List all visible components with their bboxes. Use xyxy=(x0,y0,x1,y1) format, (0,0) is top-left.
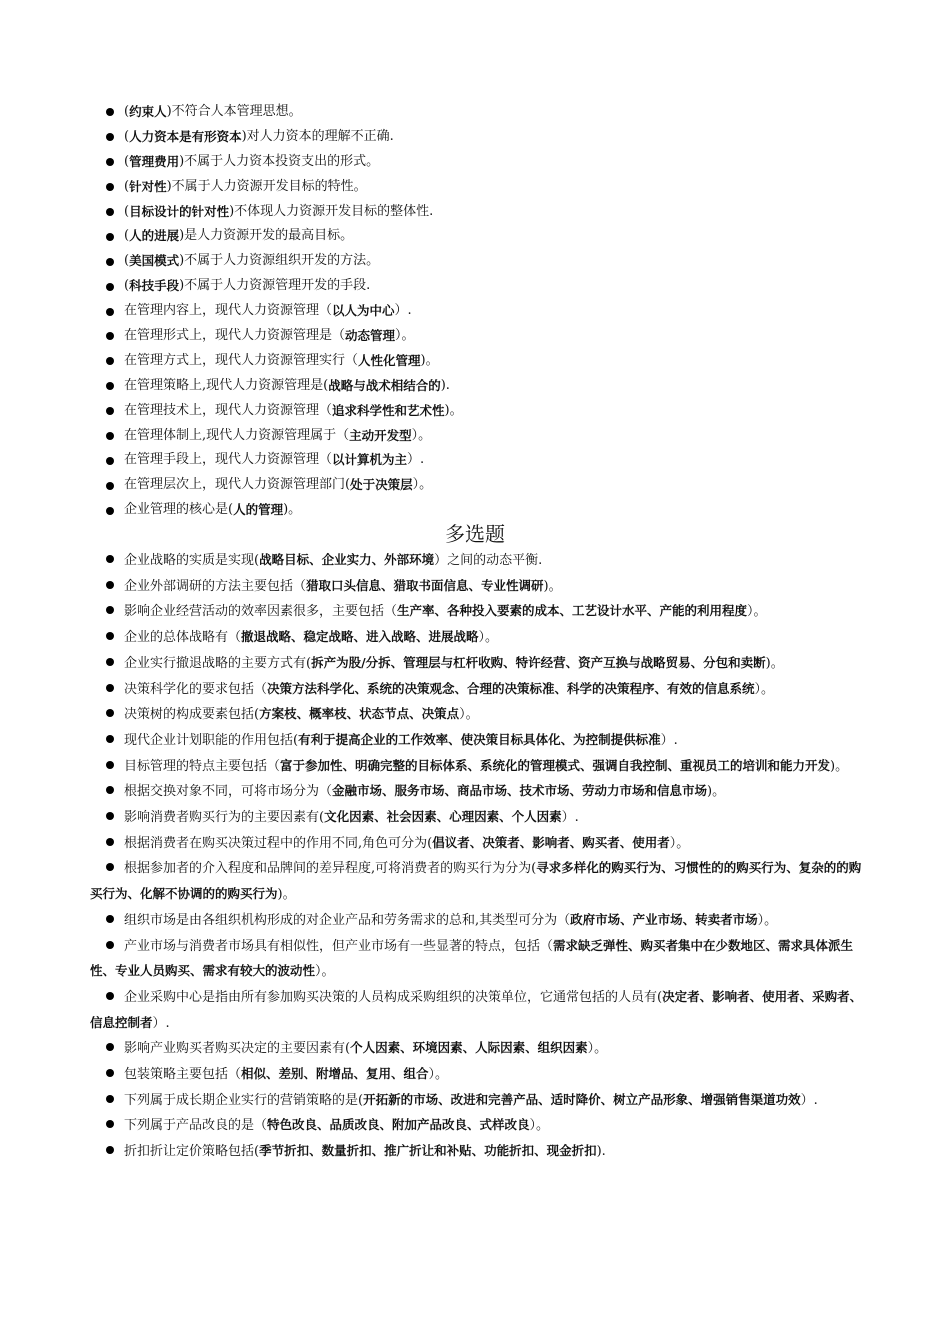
list-item: ( 人的进展 )是人力资源开发的最高目标。 xyxy=(106,224,886,249)
answer-text: 管理费用 xyxy=(129,153,180,169)
list-item: 在管理手段上，现代人力资源管理（ 以计算机为主 ）. xyxy=(106,448,886,473)
list-item: 企业管理的核心是( 人的管理 )。 xyxy=(106,498,886,523)
list-item: 企业的总体战略有（撤退战略、稳定战略、进入战略、进展战略）。 xyxy=(90,625,870,651)
list-item: 在管理策略上,现代人力资源管理是( 战略与战术相结合的 ). xyxy=(106,374,886,399)
answer-text: 处于决策层 xyxy=(350,477,413,493)
list-item: 下列属于产品改良的是（特色改良、品质改良、附加产品改良、式样改良）。 xyxy=(90,1113,870,1139)
bullet-icon xyxy=(106,812,114,820)
bullet-icon xyxy=(106,258,114,266)
list-item: 目标管理的特点主要包括（富于参加性、明确完整的目标体系、系统化的管理模式、强调自我控制、重视员工的培训和能力开发)。 xyxy=(90,754,870,780)
bullet-icon xyxy=(106,183,114,191)
bullet-icon xyxy=(106,709,114,717)
list-item: 企业战略的实质是实现(战略目标、企业实力、外部环境）之间的动态平衡. xyxy=(90,548,870,574)
bullet-icon xyxy=(106,332,114,340)
bullet-icon xyxy=(106,838,114,846)
answer-text: 决定者、影响者、使用者、采购者、信息控制者 xyxy=(90,988,863,1030)
bullet-icon xyxy=(106,457,114,465)
answer-text: 富于参加性、明确完整的目标体系、系统化的管理模式、强调自我控制、重视员工的培训和能力开发 xyxy=(280,757,831,773)
list-item: ( 管理费用 )不属于人力资本投资支出的形式。 xyxy=(106,150,886,175)
section-heading: 多选题 xyxy=(445,522,505,546)
list-item: 在管理层次上，现代人力资源管理部门( 处于决策层 ）。 xyxy=(106,473,886,498)
answer-text: 文化因素、社会因素、心理因素、个人因素 xyxy=(324,809,562,825)
list-item: 决策科学化的要求包括（决策方法科学化、系统的决策观念、合理的决策标准、科学的决策程序、有效的信息系统）。 xyxy=(90,677,870,703)
answer-text: 生产率、各种投入要素的成本、工艺设计水平、产能的利用程度 xyxy=(397,603,748,619)
answer-text: 以人为中心 xyxy=(332,303,395,319)
list-item: 在管理技术上，现代人力资源管理（ 追求科学性和艺术性 )。 xyxy=(106,399,886,424)
answer-text: 人力资本是有形资本 xyxy=(129,128,242,144)
answer-text: 倡议者、决策者、影响者、购买者、使用者 xyxy=(432,834,670,850)
answer-text: 方案枝、概率枝、状态节点、决策点 xyxy=(259,706,460,722)
bullet-icon xyxy=(106,382,114,390)
answer-text: 拆产为股/分拆、管理层与杠杆收购、特许经营、资产互换与战略贸易、分包和卖断 xyxy=(311,654,766,670)
list-item: 决策树的构成要素包括(方案枝、概率枝、状态节点、决策点）。 xyxy=(90,702,870,728)
bullet-icon xyxy=(106,407,114,415)
list-item: 根据交换对象不同，可将市场分为（金融市场、服务市场、商品市场、技术市场、劳动力市场和信息市场)。 xyxy=(90,779,870,805)
list-item: ( 人力资本是有形资本 )对人力资本的理解不正确. xyxy=(106,125,886,150)
answer-text: 战略目标、企业实力、外部环境 xyxy=(259,552,435,567)
answer-text: 寻求多样化的购买行为、习惯性的的购买行为、复杂的的购买行为、化解不协调的的购买行为 xyxy=(90,860,862,902)
answer-text: 相似、差别、附增品、复用、组合 xyxy=(241,1066,429,1082)
bullet-icon xyxy=(106,108,114,116)
bullet-icon xyxy=(106,735,114,743)
answer-text: 撤退战略、稳定战略、进入战略、进展战略 xyxy=(241,629,479,645)
bullet-icon xyxy=(106,658,114,666)
answer-text: 开拓新的市场、改进和完善产品、适时降价、树立产品形象、增强销售渠道功效 xyxy=(363,1091,801,1107)
bullet-icon xyxy=(106,208,114,216)
answer-text: 战略与战术相结合的 xyxy=(328,377,441,393)
bullet-icon xyxy=(106,357,114,365)
answer-text: 人性化管理 xyxy=(358,352,421,368)
bullet-icon xyxy=(106,283,114,291)
bullet-icon xyxy=(106,507,114,515)
bullet-icon xyxy=(106,786,114,794)
list-item: 企业外部调研的方法主要包括（猎取口头信息、猎取书面信息、专业性调研)。 xyxy=(90,574,870,600)
answer-text: 个人因素、环境因素、人际因素、组织因素 xyxy=(350,1040,588,1056)
bullet-icon xyxy=(106,1095,114,1103)
list-item: 影响企业经营活动的效率因素很多，主要包括（生产率、各种投入要素的成本、工艺设计水平、产能的利用程度）。 xyxy=(90,599,870,625)
answer-text: 季节折扣、数量折扣、推广折让和补贴、功能折扣、现金折扣 xyxy=(259,1143,597,1159)
answer-text: 人的管理 xyxy=(233,502,284,518)
answer-text: 人的进展 xyxy=(129,228,180,244)
list-item: ( 目标设计的针对性 )不体现人力资源开发目标的整体性. xyxy=(106,200,886,225)
answer-text: 目标设计的针对性 xyxy=(129,203,230,219)
list-item: 折扣折让定价策略包括(季节折扣、数量折扣、推广折让和补贴、功能折扣、现金折扣). xyxy=(90,1139,870,1165)
list-item: 在管理形式上，现代人力资源管理是（ 动态管理 ）。 xyxy=(106,324,886,349)
bullet-icon xyxy=(106,233,114,241)
list-item: 根据参加者的介入程度和品牌间的差异程度,可将消费者的购买行为分为(寻求多样化的购买行为、习惯性的的购买行为、复杂的的购买行为、化解不协调的的购买行为)。 xyxy=(90,860,862,903)
answer-text: 科技手段 xyxy=(129,278,180,294)
answer-text: 有利于提高企业的工作效率、使决策目标具体化、为控制提供标准 xyxy=(298,731,661,747)
bullet-icon xyxy=(106,555,114,563)
bullet-icon xyxy=(106,992,114,1000)
list-item: 影响产业购买者购买决定的主要因素有(个人因素、环境因素、人际因素、组织因素）。 xyxy=(90,1036,870,1062)
answer-text: 主动开发型 xyxy=(349,427,412,443)
bullet-icon xyxy=(106,606,114,614)
list-item: 现代企业计划职能的作用包括(有利于提高企业的工作效率、使决策目标具体化、为控制提供标准）. xyxy=(90,728,870,754)
list-item: 在管理体制上,现代人力资源管理属于（ 主动开发型 ）。 xyxy=(106,424,886,449)
list-item: 在管理方式上，现代人力资源管理实行（ 人性化管理 )。 xyxy=(106,349,886,374)
answer-text: 决策方法科学化、系统的决策观念、合理的决策标准、科学的决策程序、有效的信息系统 xyxy=(267,680,755,696)
list-item: 企业采购中心是指由所有参加购买决策的人员构成采购组织的决策单位，它通常包括的人员有(决定者、影响者、使用者、采购者、信息控制者）. xyxy=(90,988,863,1031)
answer-text: 猎取口头信息、猎取书面信息、专业性调研 xyxy=(306,577,544,593)
answer-text: 政府市场、产业市场、转卖者市场 xyxy=(570,911,758,927)
list-item: 根据消费者在购买决策过程中的作用不同,角色可分为(倡议者、决策者、影响者、购买者、使用者）。 xyxy=(90,831,870,857)
bullet-icon xyxy=(106,632,114,640)
list-item: ( 科技手段 )不属于人力资源管理开发的手段. xyxy=(106,274,886,299)
list-item: 产业市场与消费者市场具有相似性，但产业市场有一些显著的特点，包括（需求缺乏弹性、购买者集中在少数地区、需求具体派生性、专业人员购买、需求有较大的波动性）。 xyxy=(90,937,854,980)
bullet-icon xyxy=(106,308,114,316)
bullet-icon xyxy=(106,1120,114,1128)
bullet-icon xyxy=(106,432,114,440)
list-item: ( 约束人 )不符合人本管理思想。 xyxy=(106,100,886,125)
answer-text: 美国模式 xyxy=(129,253,180,269)
multi-choice-list xyxy=(90,548,870,1165)
list-item: 影响消费者购买行为的主要因素有(文化因素、社会因素、心理因素、个人因素）. xyxy=(90,805,870,831)
bullet-icon xyxy=(106,133,114,141)
answer-text: 针对性 xyxy=(129,178,167,194)
bullet-icon xyxy=(106,684,114,692)
list-item: 组织市场是由各组织机构形成的对企业产品和劳务需求的总和,其类型可分为（政府市场、产业市场、转卖者市场）。 xyxy=(90,908,870,934)
answer-text: 需求缺乏弹性、购买者集中在少数地区、需求具体派生性、专业人员购买、需求有较大的波动性 xyxy=(90,937,854,979)
answer-text: 约束人 xyxy=(129,104,167,119)
list-item: 下列属于成长期企业实行的营销策略的是(开拓新的市场、改进和完善产品、适时降价、树立产品形象、增强销售渠道功效）. xyxy=(90,1088,870,1114)
list-item: 在管理内容上，现代人力资源管理（ 以人为中心 ）. xyxy=(106,299,886,324)
single-choice-list xyxy=(106,100,886,523)
bullet-icon xyxy=(106,761,114,769)
answer-text: 特色改良、品质改良、附加产品改良、式样改良 xyxy=(267,1117,530,1133)
answer-text: 金融市场、服务市场、商品市场、技术市场、劳动力市场和信息市场 xyxy=(332,783,708,799)
bullet-icon xyxy=(106,158,114,166)
bullet-icon xyxy=(106,1043,114,1051)
bullet-icon xyxy=(106,941,114,949)
list-item: ( 针对性 )不属于人力资源开发目标的特性。 xyxy=(106,175,886,200)
bullet-icon xyxy=(106,1146,114,1154)
bullet-icon xyxy=(106,581,114,589)
list-item: ( 美国模式 )不属于人力资源组织开发的方法。 xyxy=(106,249,886,274)
list-item: 企业实行撤退战略的主要方式有(拆产为股/分拆、管理层与杠杆收购、特许经营、资产互换与战略贸易、分包和卖断)。 xyxy=(90,651,870,677)
answer-text: 追求科学性和艺术性 xyxy=(332,402,445,418)
list-item: 包装策略主要包括（相似、差别、附增品、复用、组合）。 xyxy=(90,1062,870,1088)
bullet-icon xyxy=(106,915,114,923)
answer-text: 以计算机为主 xyxy=(332,452,408,468)
bullet-icon xyxy=(106,863,114,871)
answer-text: 动态管理 xyxy=(345,328,396,344)
bullet-icon xyxy=(106,1069,114,1077)
bullet-icon xyxy=(106,482,114,490)
